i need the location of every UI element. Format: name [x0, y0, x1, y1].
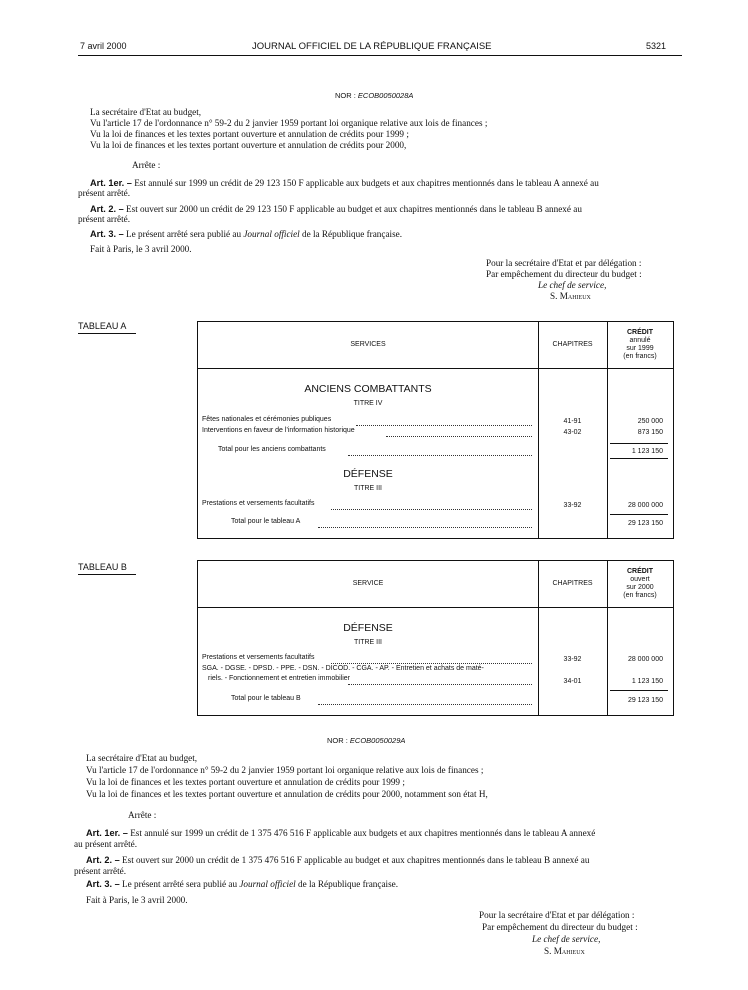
- decree2-signatory: S. Mahieux: [544, 946, 585, 956]
- tableau-a-section-anciens-combattants: ANCIENS COMBATTANTS: [304, 383, 432, 395]
- tableau-a-total-anciens-label: Total pour les anciens combattants: [218, 446, 326, 453]
- header-page-number: 5321: [646, 41, 667, 51]
- tableau-b-row-0-credit: 28 000 000: [627, 656, 663, 663]
- tableau-b-section-defense: DÉFENSE: [343, 622, 393, 634]
- tableau-a-total-anciens-value: 1 123 150: [631, 448, 663, 455]
- tableau-b-credit-h2: sur 2000: [626, 584, 654, 591]
- tableau-a-section-defense: DÉFENSE: [343, 468, 393, 480]
- tableau-a-row-1-leader: [386, 436, 532, 437]
- tableau-a-row-0-leader: [356, 425, 532, 426]
- decree2-line-3: Vu la loi de finances et les textes portant ouverture et annulation de crédits pour 2000, notamment son état H,: [86, 789, 488, 799]
- decree2-line-1: Vu l'article 17 de l'ordonnance n° 59-2 du 2 janvier 1959 portant loi organique relative aux lois de finances ;: [86, 765, 484, 775]
- decree2-signature-line-1: Pour la secrétaire d'Etat et par délégation :: [479, 910, 635, 920]
- decree1-signature-line-3: Le chef de service,: [538, 280, 607, 290]
- tableau-b-row-0-leader: [331, 663, 532, 664]
- decree2-article-3: Art. 3. – Le présent arrêté sera publié au Journal officiel de la République française.: [86, 879, 399, 889]
- header-rule: [78, 55, 682, 56]
- decree2-line-2: Vu la loi de finances et les textes portant ouverture et annulation de crédits pour 1999 ;: [86, 777, 405, 787]
- tableau-a-titre-iii: TITRE III: [354, 485, 382, 492]
- tableau-a-row-2-chapitre: 33-92: [563, 502, 582, 509]
- tableau-b-label-rule: [78, 574, 136, 575]
- tableau-a-row-2-leader: [331, 509, 532, 510]
- nor-reference-2: NOR : ECOB0050029A: [327, 736, 406, 745]
- tableau-a-label-rule: [78, 333, 136, 334]
- tableau-a-row-0-chapitre: 41-91: [563, 418, 582, 425]
- tableau-a-row-0-label: Fêtes nationales et cérémonies publiques: [202, 416, 332, 423]
- tableau-a-col-services: SERVICES: [350, 341, 386, 348]
- tableau-b-row-1-leader: [348, 684, 532, 685]
- decree1-signatory: S. Mahieux: [550, 291, 591, 301]
- decree2-article-1: Art. 1er. – Est annulé sur 1999 un crédit de 1 375 476 516 F applicable aux budgets et aux chapitres mentionnés dans le tableau A annexé: [86, 828, 596, 838]
- tableau-b-label: TABLEAU B: [78, 562, 127, 572]
- tableau-b-row-1-credit: 1 123 150: [631, 678, 663, 685]
- tableau-a-row-1-label: Interventions en faveur de l'information historique: [202, 427, 355, 434]
- tableau-a-col-credit: [607, 329, 673, 361]
- tableau-a-total-leader: [318, 527, 532, 528]
- decree1-article-2-cont: présent arrêté.: [78, 214, 131, 224]
- decree1-article-1-cont: présent arrêté.: [78, 188, 131, 198]
- tableau-b-row-0-chapitre: 33-92: [563, 656, 582, 663]
- tableau-b-total-label: Total pour le tableau B: [231, 695, 301, 702]
- tableau-b-total-leader: [318, 704, 532, 705]
- tableau-b-row-1-chapitre: 34-01: [563, 678, 582, 685]
- decree1-fait: Fait à Paris, le 3 avril 2000.: [90, 244, 192, 254]
- tableau-a-credit-h2: sur 1999: [626, 345, 654, 352]
- tableau-b-total-rule: [610, 690, 668, 691]
- decree2-article-1-cont: au présent arrêté.: [74, 839, 137, 849]
- decree2-fait: Fait à Paris, le 3 avril 2000.: [86, 895, 188, 905]
- tableau-a-col-chapitres: CHAPITRES: [552, 341, 593, 348]
- decree2-signature-line-3: Le chef de service,: [532, 934, 601, 944]
- decree1-signature-line-2: Par empêchement du directeur du budget :: [486, 269, 642, 279]
- tableau-b-credit-h0: CRÉDIT: [626, 568, 654, 575]
- tableau-a-header-rule: [198, 368, 673, 369]
- tableau-a-total-value: 29 123 150: [627, 520, 663, 527]
- decree1-article-1: Art. 1er. – Est annulé sur 1999 un crédit de 29 123 150 F applicable aux budgets et aux chapitres mentionnés dans le tableau A annexé au: [90, 178, 599, 188]
- decree1-line-3: Vu la loi de finances et les textes portant ouverture et annulation de crédits pour 2000,: [90, 140, 407, 150]
- tableau-a-titre-iv: TITRE IV: [353, 400, 383, 407]
- tableau-b-total-value: 29 123 150: [627, 697, 663, 704]
- decree2-article-2: Art. 2. – Est ouvert sur 2000 un crédit de 1 375 476 516 F applicable au budget et aux chapitres mentionnés dans le tableau B annexé au: [86, 855, 590, 865]
- tableau-a-total-label: Total pour le tableau A: [231, 518, 301, 525]
- tableau-b-credit-h3: (en francs): [623, 592, 657, 599]
- decree1-line-2: Vu la loi de finances et les textes portant ouverture et annulation de crédits pour 1999 ;: [90, 129, 409, 139]
- decree1-article-3: Art. 3. – Le présent arrêté sera publié au Journal officiel de la République française.: [90, 229, 403, 239]
- tableau-a-credit-h0: CRÉDIT: [626, 329, 654, 336]
- tableau-a-row-2-credit: 28 000 000: [627, 502, 663, 509]
- header-date: 7 avril 2000: [80, 41, 127, 51]
- tableau-b-row-0-label: Prestations et versements facultatifs: [202, 654, 315, 661]
- decree1-article-2: Art. 2. – Est ouvert sur 2000 un crédit de 29 123 150 F applicable au budget et aux chapitres mentionnés dans le tableau B annexé au: [90, 204, 582, 214]
- decree1-arrete: Arrête :: [132, 160, 161, 170]
- tableau-a-row-2-label: Prestations et versements facultatifs: [202, 500, 315, 507]
- tableau-b-header-rule: [198, 607, 673, 608]
- tableau-b: [197, 560, 674, 716]
- tableau-b-col-service: SERVICE: [352, 580, 384, 587]
- tableau-b-row-1-label-1: SGA. - DGSE. - DPSD. - PPE. - DSN. - DICOD. - CGA. - AP. - Entretien et achats de maté-: [202, 665, 484, 672]
- decree2-arrete: Arrête :: [128, 810, 157, 820]
- tableau-a-subtotal-rule-2: [610, 458, 668, 459]
- tableau-a-total-anciens-leader: [348, 455, 532, 456]
- header-journal-title: JOURNAL OFFICIEL DE LA RÉPUBLIQUE FRANÇAISE: [252, 41, 492, 52]
- tableau-a-credit-h3: (en francs): [623, 353, 657, 360]
- tableau-a-credit-h1: annulé: [629, 337, 651, 344]
- decree2-line-0: La secrétaire d'Etat au budget,: [86, 753, 198, 763]
- tableau-b-col-chapitres: CHAPITRES: [552, 580, 593, 587]
- tableau-b-col-credit: [607, 568, 673, 600]
- tableau-b-row-1-label-2: riels. - Fonctionnement et entretien immobilier: [208, 675, 351, 682]
- decree2-signature-line-2: Par empêchement du directeur du budget :: [482, 922, 638, 932]
- tableau-a: [197, 321, 674, 539]
- tableau-a-label: TABLEAU A: [78, 321, 127, 331]
- tableau-a-row-1-chapitre: 43-02: [563, 429, 582, 436]
- decree2-article-2-cont: présent arrêté.: [74, 866, 127, 876]
- tableau-a-subtotal-rule: [610, 443, 668, 444]
- tableau-a-row-0-credit: 250 000: [637, 418, 663, 425]
- decree1-signature-line-1: Pour la secrétaire d'Etat et par délégation :: [486, 258, 642, 268]
- tableau-b-credit-h1: ouvert: [630, 576, 650, 583]
- decree1-line-0: La secrétaire d'Etat au budget,: [90, 107, 202, 117]
- tableau-a-row-1-credit: 873 150: [637, 429, 663, 436]
- tableau-b-titre-iii: TITRE III: [354, 639, 382, 646]
- decree1-line-1: Vu l'article 17 de l'ordonnance n° 59-2 du 2 janvier 1959 portant loi organique relative aux lois de finances ;: [90, 118, 488, 128]
- nor-reference-1: NOR : ECOB0050028A: [335, 91, 414, 100]
- tableau-a-total-rule: [610, 514, 668, 515]
